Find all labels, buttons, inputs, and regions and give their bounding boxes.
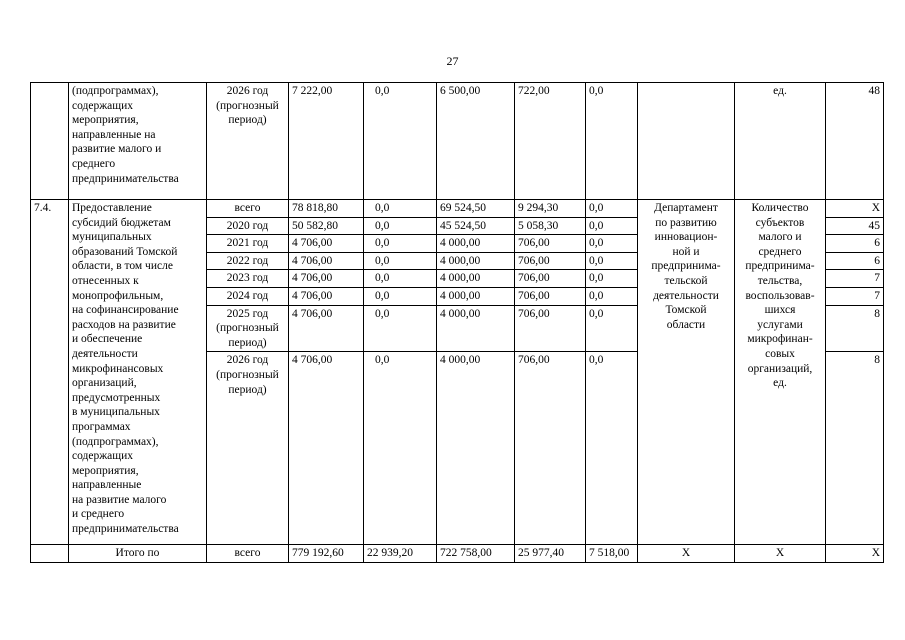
year-cell: 2021 год [207,235,289,253]
value-regional-cell: 45 524,50 [437,217,515,235]
value-extra-cell: 0,0 [586,83,638,200]
value-extra-cell: 0,0 [586,270,638,288]
value-federal-cell: 0,0 [364,83,437,200]
value-regional-cell: 6 500,00 [437,83,515,200]
value-regional-cell: 4 000,00 [437,287,515,305]
item-name-cell: (подпрограммах), содержащих мероприятия, направленные на развитие малого и среднего предпринимательства [69,83,207,200]
value-federal-cell: 0,0 [364,252,437,270]
indicator-value-cell: 7 [826,287,884,305]
value-regional-cell: 4 000,00 [437,352,515,545]
year-cell: 2024 год [207,287,289,305]
value-federal-cell: 0,0 [364,352,437,545]
value-local-cell: 25 977,40 [515,545,586,563]
value-extra-cell: 0,0 [586,200,638,218]
value-extra-cell: 0,0 [586,252,638,270]
value-local-cell: 706,00 [515,305,586,352]
value-local-cell: 722,00 [515,83,586,200]
table-row [31,200,884,218]
value-regional-cell: 4 000,00 [437,252,515,270]
value-local-cell: 9 294,30 [515,200,586,218]
total-row [31,545,884,563]
year-cell: 2026 год (прогнозный период) [207,352,289,545]
value-regional-cell: 4 000,00 [437,235,515,253]
indicator-name-cell: Количество субъектов малого и среднего предпринима- тельства, воспользовав- шихся услугами микрофинан- совых организаций, ед. [735,200,826,545]
value-total-cell: 4 706,00 [289,287,364,305]
indicator-value-cell: 6 [826,252,884,270]
item-number-cell [31,545,69,563]
value-regional-cell: 4 000,00 [437,305,515,352]
value-total-cell: 4 706,00 [289,305,364,352]
value-regional-cell: 4 000,00 [437,270,515,288]
value-federal-cell: 22 939,20 [364,545,437,563]
value-local-cell: 706,00 [515,270,586,288]
value-regional-cell: 722 758,00 [437,545,515,563]
value-extra-cell: 0,0 [586,235,638,253]
table-row [31,83,884,200]
value-federal-cell: 0,0 [364,217,437,235]
value-total-cell: 4 706,00 [289,252,364,270]
year-cell: 2025 год (прогнозный период) [207,305,289,352]
indicator-value-cell: Х [826,545,884,563]
item-number-cell [31,83,69,200]
value-total-cell: 4 706,00 [289,270,364,288]
executor-cell [638,83,735,200]
value-regional-cell: 69 524,50 [437,200,515,218]
indicator-value-cell: Х [826,200,884,218]
indicator-value-cell: 48 [826,83,884,200]
value-federal-cell: 0,0 [364,200,437,218]
value-total-cell: 4 706,00 [289,235,364,253]
value-federal-cell: 0,0 [364,235,437,253]
value-local-cell: 706,00 [515,287,586,305]
value-extra-cell: 7 518,00 [586,545,638,563]
indicator-value-cell: 8 [826,352,884,545]
indicator-name-cell: Х [735,545,826,563]
value-local-cell: 706,00 [515,252,586,270]
value-extra-cell: 0,0 [586,305,638,352]
value-total-cell: 78 818,80 [289,200,364,218]
value-total-cell: 779 192,60 [289,545,364,563]
year-cell: 2020 год [207,217,289,235]
value-total-cell: 4 706,00 [289,352,364,545]
year-cell: 2022 год [207,252,289,270]
executor-cell: Х [638,545,735,563]
executor-cell: Департамент по развитию инновацион- ной и предпринима- тельской деятельности Томской области [638,200,735,545]
value-local-cell: 706,00 [515,235,586,253]
item-number-cell: 7.4. [31,200,69,545]
value-federal-cell: 0,0 [364,270,437,288]
year-cell: 2023 год [207,270,289,288]
value-federal-cell: 0,0 [364,287,437,305]
page-number: 27 [446,54,459,68]
value-local-cell: 706,00 [515,352,586,545]
year-cell: всего [207,545,289,563]
total-label-cell: Итого по [69,545,207,563]
indicator-value-cell: 8 [826,305,884,352]
item-name-cell: Предоставление субсидий бюджетам муниципальных образований Томской области, в том числе отнесенных к монопрофильным, на софинансирование расходов на развитие и обеспечение деятельности микрофинансовых организаций, предусмотренных в муниципальных программах (подпрограммах), содержащих мероприятия, направленные на развитие малого и среднего предпринимательства [69,200,207,545]
year-cell: всего [207,200,289,218]
value-extra-cell: 0,0 [586,352,638,545]
value-federal-cell: 0,0 [364,305,437,352]
value-total-cell: 50 582,80 [289,217,364,235]
indicator-value-cell: 6 [826,235,884,253]
program-table [30,82,884,563]
value-local-cell: 5 058,30 [515,217,586,235]
indicator-value-cell: 45 [826,217,884,235]
value-total-cell: 7 222,00 [289,83,364,200]
year-cell: 2026 год (прогнозный период) [207,83,289,200]
indicator-name-cell: ед. [735,83,826,200]
value-extra-cell: 0,0 [586,287,638,305]
indicator-value-cell: 7 [826,270,884,288]
value-extra-cell: 0,0 [586,217,638,235]
